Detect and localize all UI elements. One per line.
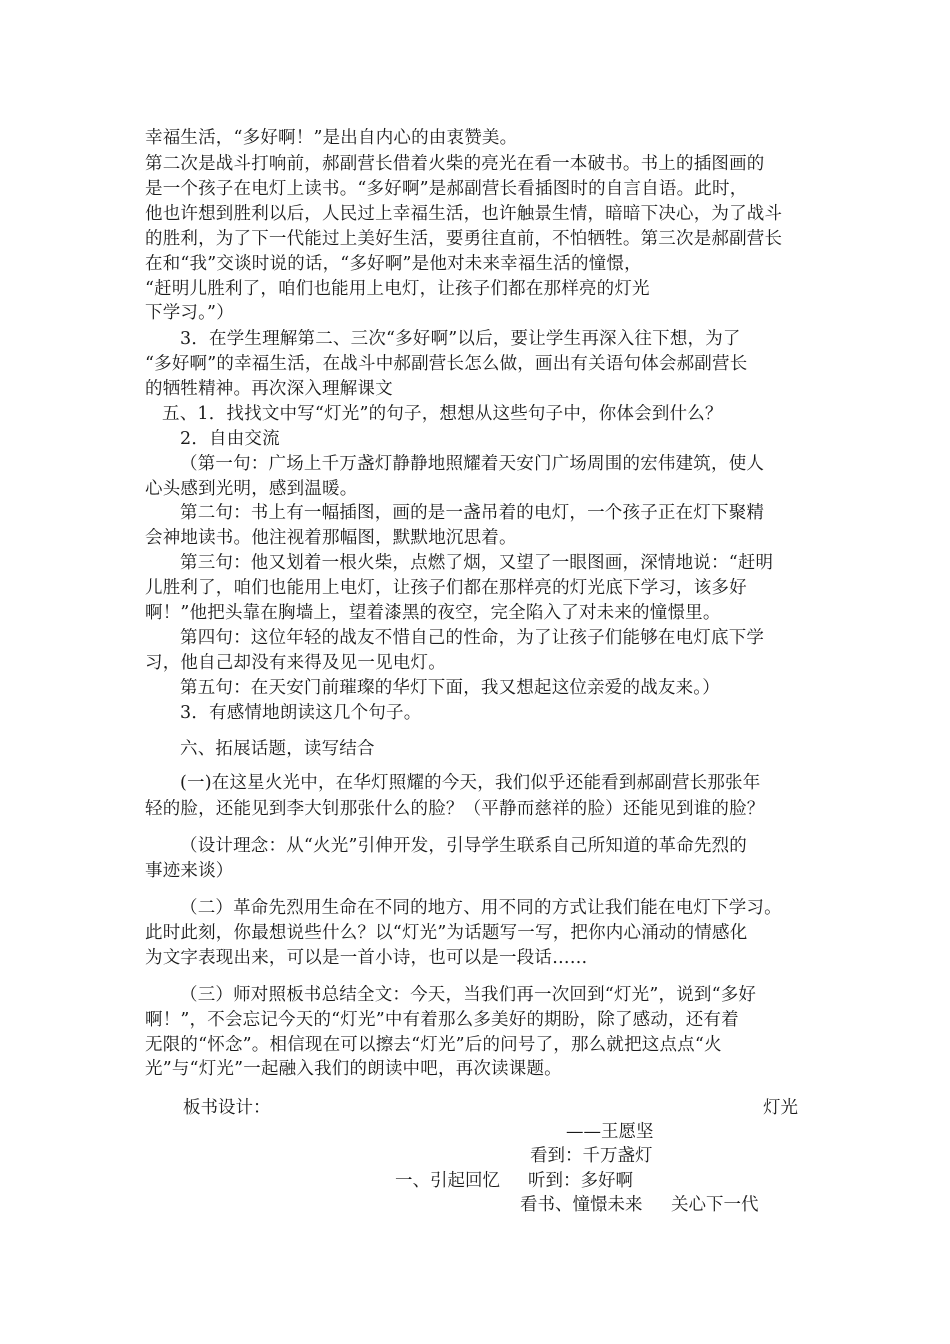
paragraph-line: 第三句：他又划着一根火柴，点燃了烟，又望了一眼图画，深情地说：“赶明 xyxy=(180,553,774,573)
paragraph-line: 的胜利，为了下一代能过上美好生活，要勇往直前，不怕牺牲。第三次是郝副营长 xyxy=(145,229,783,249)
paragraph-line: 心头感到光明，感到温暖。 xyxy=(145,479,358,499)
paragraph-line: 是一个孩子在电灯上读书。“多好啊”是郝副营长看插图时的自言自语。此时， xyxy=(145,179,748,199)
paragraph-line: （设计理念：从“火光”引伸开发，引导学生联系自己所知道的革命先烈的 xyxy=(180,836,747,856)
paragraph-line: 会神地读书。他注视着那幅图，默默地沉思着。 xyxy=(145,528,517,548)
paragraph-line: 在和“我”交谈时说的话，“多好啊”是他对未来幸福生活的憧憬， xyxy=(145,254,642,274)
paragraph-line: 儿胜利了，咱们也能用上电灯，让孩子们都在那样亮的灯光底下学习，该多好 xyxy=(145,578,747,598)
paragraph-line: 3．在学生理解第二、三次“多好啊”以后，要让学生再深入往下想，为了 xyxy=(180,329,741,349)
paragraph-line: 无限的“怀念”。相信现在可以擦去“灯光”后的问号了，那么就把这点点“火 xyxy=(145,1035,722,1055)
board-title: 灯光 xyxy=(763,1098,798,1118)
paragraph-line: （三）师对照板书总结全文：今天，当我们再一次回到“灯光”，说到“多好 xyxy=(180,985,757,1005)
paragraph-line: 幸福生活，“多好啊！”是出自内心的由衷赞美。 xyxy=(145,128,518,148)
paragraph-line: 为文字表现出来，可以是一首小诗，也可以是一段话…… xyxy=(145,948,588,968)
paragraph-line: 2．自由交流 xyxy=(180,429,280,449)
paragraph-line: 此时此刻，你最想说些什么？以“灯光”为话题写一写，把你内心涌动的情感化 xyxy=(145,923,748,943)
paragraph-line: 3．有感情地朗读这几个句子。 xyxy=(180,703,422,723)
section-heading: 六、拓展话题，读写结合 xyxy=(180,739,375,759)
board-seen: 看到：千万盏灯 xyxy=(530,1146,653,1166)
paragraph-line: “赶明儿胜利了，咱们也能用上电灯，让孩子们都在那样亮的灯光 xyxy=(145,279,650,299)
board-reading: 看书、憧憬未来 xyxy=(520,1195,643,1215)
paragraph-line: 他也许想到胜利以后，人民过上幸福生活，也许触景生情，暗暗下决心，为了战斗 xyxy=(145,204,783,224)
paragraph-line: 第四句：这位年轻的战友不惜自己的性命，为了让孩子们能够在电灯底下学 xyxy=(180,628,765,648)
paragraph-line: 轻的脸，还能见到李大钊那张什么的脸？（平静而慈祥的脸）还能见到谁的脸？ xyxy=(145,799,765,819)
paragraph-line: “多好啊”的幸福生活，在战斗中郝副营长怎么做，画出有关语句体会郝副营长 xyxy=(145,354,748,374)
paragraph-line: 事迹来谈） xyxy=(145,861,234,881)
paragraph-line: 下学习。”） xyxy=(145,303,234,323)
paragraph-line: 第二次是战斗打响前，郝副营长借着火柴的亮光在看一本破书。书上的插图画的 xyxy=(145,154,765,174)
paragraph-line: （第一句：广场上千万盏灯静静地照耀着天安门广场周围的宏伟建筑，使人 xyxy=(180,454,765,474)
section-heading: 五、1．找找文中写“灯光”的句子，想想从这些句子中，你体会到什么？ xyxy=(162,404,723,424)
board-heard: 听到：多好啊 xyxy=(528,1171,633,1191)
paragraph-line: 习，他自己却没有来得及见一见电灯。 xyxy=(145,653,446,673)
paragraph-line: 第二句：书上有一幅插图，画的是一盏吊着的电灯，一个孩子正在灯下聚精 xyxy=(180,503,765,523)
board-author: ——王愿坚 xyxy=(566,1122,654,1142)
board-section: 一、引起回忆 xyxy=(395,1171,500,1191)
paragraph-line: 光”与“灯光”一起融入我们的朗读中吧，再次读课题。 xyxy=(145,1059,562,1079)
paragraph-line: 第五句：在天安门前璀璨的华灯下面，我又想起这位亲爱的战友来。） xyxy=(180,678,720,698)
board-care: 关心下一代 xyxy=(671,1195,759,1215)
paragraph-line: （二）革命先烈用生命在不同的地方、用不同的方式让我们能在电灯下学习。 xyxy=(180,898,782,918)
paragraph-line: 啊！”他把头靠在胸墙上，望着漆黑的夜空，完全陷入了对未来的憧憬里。 xyxy=(145,603,721,623)
board-label: 板书设计： xyxy=(183,1098,271,1118)
paragraph-line: 啊！”，不会忘记今天的“灯光”中有着那么多美好的期盼，除了感动，还有着 xyxy=(145,1010,739,1030)
paragraph-line: 的牺牲精神。再次深入理解课文 xyxy=(145,379,393,399)
paragraph-line: (一)在这星火光中，在华灯照耀的今天，我们似乎还能看到郝副营长那张年 xyxy=(180,773,761,793)
